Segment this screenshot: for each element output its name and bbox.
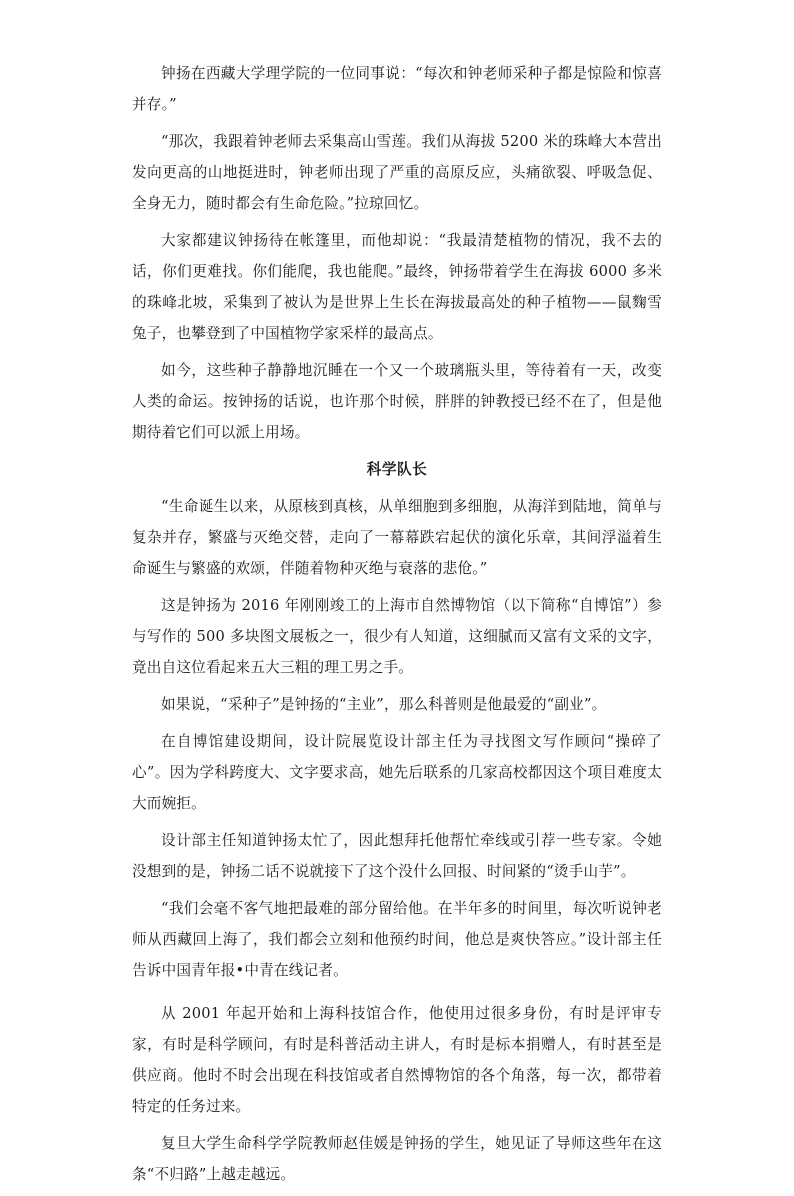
paragraph: 设计部主任知道钟扬太忙了，因此想拜托他帮忙牵线或引荐一些专家。令她没想到的是，钟扬二话不说就接下了这个没什么回报、时间紧的“烫手山芋”。 bbox=[132, 832, 662, 880]
paragraph: 如今，这些种子静静地沉睡在一个又一个玻璃瓶头里，等待着有一天，改变人类的命运。按钟扬的话说，也许那个时候，胖胖的钟教授已经不在了，但是他期待着它们可以派上用场。 bbox=[132, 362, 662, 441]
paragraph: 这是钟扬为 2016 年刚刚竣工的上海市自然博物馆（以下简称“自博馆”）参与写作的 500 多块图文展板之一，很少有人知道，这细腻而又富有文采的文字，竟出自这位看起来五大三粗的理工男之手。 bbox=[132, 597, 662, 676]
paragraph: 在自博馆建设期间，设计院展览设计部主任为寻找图文写作顾问“操碎了心”。因为学科跨度大、文字要求高，她先后联系的几家高校都因这个项目难度太大而婉拒。 bbox=[132, 733, 662, 812]
paragraph: 大家都建议钟扬待在帐篷里，而他却说：“我最清楚植物的情况，我不去的话，你们更难找。你们能爬，我也能爬。”最终，钟扬带着学生在海拔 6000 多米的珠峰北坡，采集到了被认为是世界上生长在海拔最高处的种子植物——鼠麴雪兔子，也攀登到了中国植物学家采样的最高点。 bbox=[132, 232, 662, 342]
paragraph: “我们会毫不客气地把最难的部分留给他。在半年多的时间里，每次听说钟老师从西藏回上海了，我们都会立刻和他预约时间，他总是爽快答应。”设计部主任告诉中国青年报•中青在线记者。 bbox=[132, 900, 662, 979]
paragraph: 复旦大学生命科学学院教师赵佳媛是钟扬的学生，她见证了导师这些年在这条“不归路”上越走越远。 bbox=[132, 1135, 662, 1183]
paragraph: 从 2001 年起开始和上海科技馆合作，他使用过很多身份，有时是评审专家，有时是科学顾问，有时是科普活动主讲人，有时是标本捐赠人，有时甚至是供应商。他时不时会出现在科技馆或者自然博物馆的各个角落，每一次，都带着特定的任务过来。 bbox=[132, 1005, 662, 1115]
paragraph: 如果说，“采种子”是钟扬的“主业”，那么科普则是他最爱的“副业”。 bbox=[161, 696, 607, 713]
section-heading: 科学队长 bbox=[366, 461, 428, 478]
paragraph: 钟扬在西藏大学理学院的一位同事说：“每次和钟老师采种子都是惊险和惊喜并存。” bbox=[132, 65, 662, 113]
paragraph: “那次，我跟着钟老师去采集高山雪莲。我们从海拔 5200 米的珠峰大本营出发向更高的山地挺进时，钟老师出现了严重的高原反应，头痛欲裂、呼吸急促、全身无力，随时都会有生命危险。”拉琼回忆。 bbox=[132, 133, 662, 212]
document-page bbox=[132, 58, 662, 1196]
paragraph: “生命诞生以来，从原核到真核，从单细胞到多细胞，从海洋到陆地，简单与复杂并存，繁盛与灭绝交替，走向了一幕幕跌宕起伏的演化乐章，其间浮溢着生命诞生与繁盛的欢颂，伴随着物种灭绝与衰落的悲伧。” bbox=[132, 498, 662, 577]
